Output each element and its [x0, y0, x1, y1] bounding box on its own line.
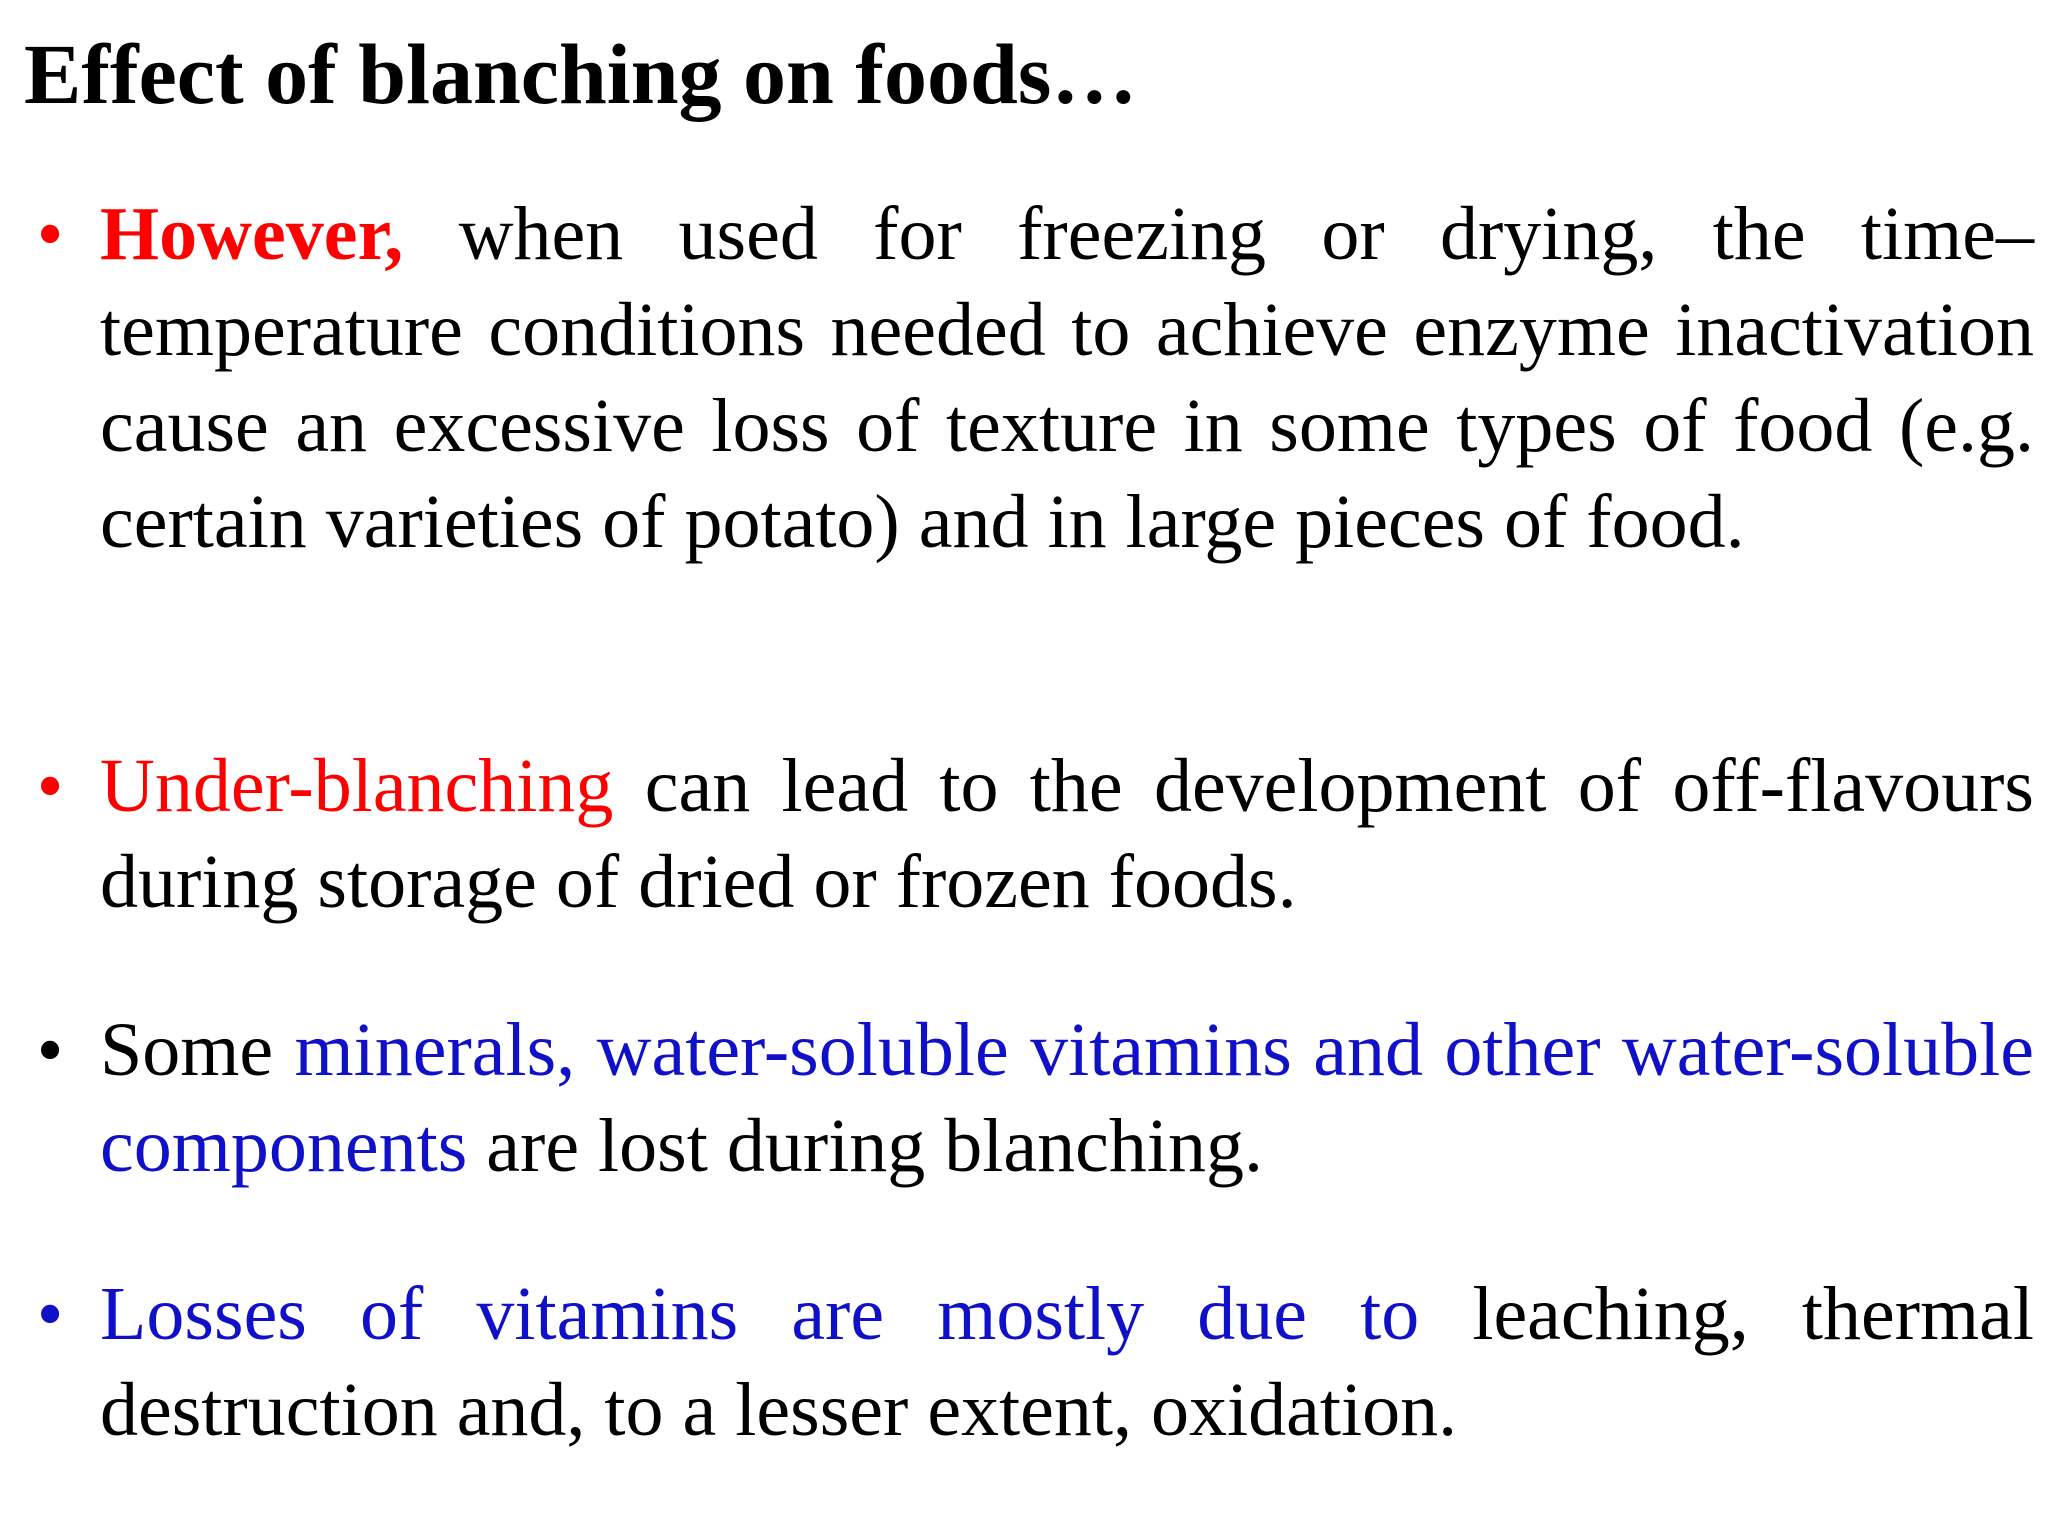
- bullet-item-4: [36, 1266, 2034, 1458]
- bullet-item-1: [36, 186, 2034, 570]
- bullet-item-2: [36, 738, 2034, 930]
- bullet-pre-text: Some: [100, 1008, 295, 1092]
- bullet-lead-minerals: minerals, water-soluble vitamins and other water-soluble components: [100, 1008, 2034, 1188]
- bullet-text: when used for freezing or drying, the time–temperature conditions needed to achieve enzyme inactivation cause an excessive loss of texture in some types of food (e.g. certain varieties of potato) and in large pieces of food.: [100, 192, 2034, 564]
- bullet-text: leaching, thermal destruction and, to a lesser extent, oxidation.: [100, 1272, 2034, 1452]
- bullet-marker-icon: •: [36, 744, 64, 828]
- bullet-text: are lost during blanching.: [467, 1104, 1263, 1188]
- bullet-item-3: [36, 1002, 2034, 1194]
- bullet-lead-however: However,: [100, 192, 404, 276]
- bullet-marker-icon: •: [36, 1008, 64, 1092]
- bullet-text: can lead to the development of off-flavours during storage of dried or frozen foods.: [100, 744, 2034, 924]
- slide-title: Effect of blanching on foods…: [24, 26, 1138, 122]
- bullet-lead-losses: Losses of vitamins are mostly due to: [100, 1272, 1420, 1356]
- bullet-marker-icon: •: [36, 192, 64, 276]
- bullet-lead-under-blanching: Under-blanching: [100, 744, 614, 828]
- bullet-marker-icon: •: [36, 1272, 64, 1356]
